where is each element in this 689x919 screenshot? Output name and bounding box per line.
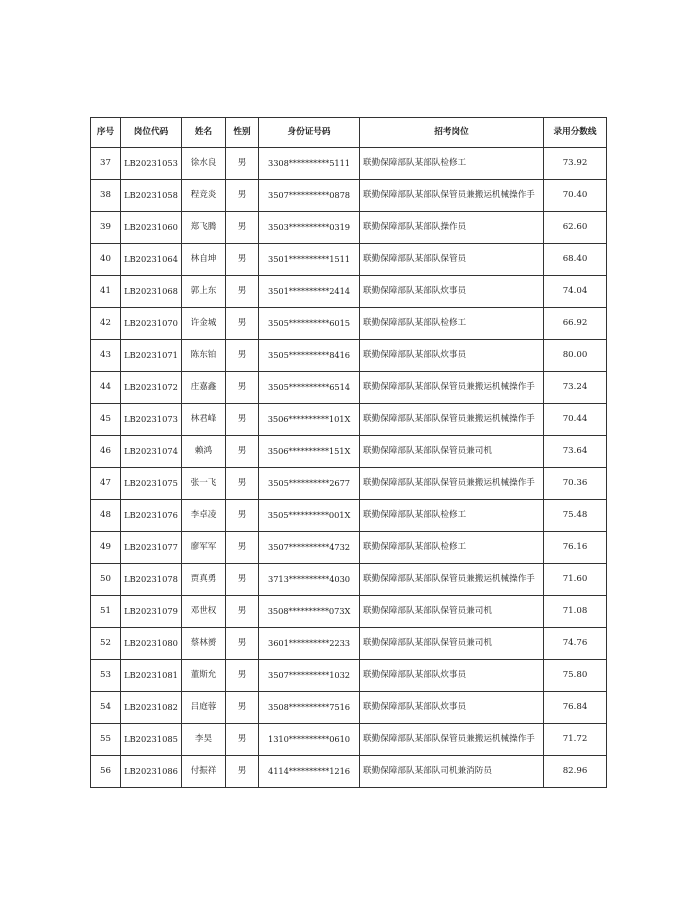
header-score: 录用分数线 (544, 118, 607, 148)
cell-post: 联勤保障部队某部队炊事员 (360, 340, 544, 372)
cell-post: 联勤保障部队某部队保管员兼司机 (360, 596, 544, 628)
cell-seq: 41 (91, 276, 121, 308)
cell-gender: 男 (226, 372, 259, 404)
cell-score: 73.64 (544, 436, 607, 468)
cell-score: 82.96 (544, 756, 607, 788)
header-row (91, 118, 607, 148)
cell-gender: 男 (226, 468, 259, 500)
cell-id: 3505**********6015 (259, 308, 360, 340)
roster-table (90, 117, 607, 788)
cell-code: LB20231076 (121, 500, 182, 532)
table-row (91, 372, 607, 404)
cell-gender: 男 (226, 404, 259, 436)
cell-gender: 男 (226, 724, 259, 756)
cell-gender: 男 (226, 596, 259, 628)
cell-name: 廖军军 (182, 532, 226, 564)
cell-gender: 男 (226, 692, 259, 724)
cell-gender: 男 (226, 756, 259, 788)
table-row (91, 468, 607, 500)
table-row (91, 276, 607, 308)
cell-id: 3507**********0878 (259, 180, 360, 212)
cell-id: 3505**********8416 (259, 340, 360, 372)
cell-name: 邓世权 (182, 596, 226, 628)
cell-score: 62.60 (544, 212, 607, 244)
table-row (91, 404, 607, 436)
cell-name: 赖鸿 (182, 436, 226, 468)
cell-id: 3713**********4030 (259, 564, 360, 596)
cell-name: 李昊 (182, 724, 226, 756)
cell-seq: 47 (91, 468, 121, 500)
cell-name: 董斯允 (182, 660, 226, 692)
cell-name: 蔡林赟 (182, 628, 226, 660)
cell-post: 联勤保障部队某部队保管员兼搬运机械操作手 (360, 180, 544, 212)
cell-post: 联勤保障部队某部队检修工 (360, 308, 544, 340)
cell-post: 联勤保障部队某部队检修工 (360, 532, 544, 564)
cell-id: 3503**********0319 (259, 212, 360, 244)
cell-score: 70.36 (544, 468, 607, 500)
cell-post: 联勤保障部队某部队保管员兼司机 (360, 628, 544, 660)
cell-name: 林君峰 (182, 404, 226, 436)
cell-code: LB20231060 (121, 212, 182, 244)
cell-gender: 男 (226, 660, 259, 692)
cell-score: 71.72 (544, 724, 607, 756)
table-row (91, 596, 607, 628)
table-row (91, 212, 607, 244)
cell-seq: 46 (91, 436, 121, 468)
cell-score: 80.00 (544, 340, 607, 372)
cell-post: 联勤保障部队某部队检修工 (360, 500, 544, 532)
cell-post: 联勤保障部队某部队保管员兼搬运机械操作手 (360, 372, 544, 404)
cell-name: 郭上东 (182, 276, 226, 308)
cell-gender: 男 (226, 180, 259, 212)
cell-id: 3506**********151X (259, 436, 360, 468)
cell-seq: 51 (91, 596, 121, 628)
cell-seq: 53 (91, 660, 121, 692)
cell-code: LB20231071 (121, 340, 182, 372)
cell-gender: 男 (226, 276, 259, 308)
table-row (91, 756, 607, 788)
cell-code: LB20231075 (121, 468, 182, 500)
cell-seq: 50 (91, 564, 121, 596)
cell-post: 联勤保障部队某部队检修工 (360, 148, 544, 180)
cell-id: 3501**********1511 (259, 244, 360, 276)
cell-id: 3308**********5111 (259, 148, 360, 180)
cell-seq: 38 (91, 180, 121, 212)
cell-name: 庄嘉鑫 (182, 372, 226, 404)
cell-post: 联勤保障部队某部队保管员兼搬运机械操作手 (360, 404, 544, 436)
cell-post: 联勤保障部队某部队保管员 (360, 244, 544, 276)
cell-score: 76.84 (544, 692, 607, 724)
cell-post: 联勤保障部队某部队操作员 (360, 212, 544, 244)
cell-id: 3505**********001X (259, 500, 360, 532)
cell-post: 联勤保障部队某部队保管员兼司机 (360, 436, 544, 468)
header-id: 身份证号码 (259, 118, 360, 148)
cell-seq: 52 (91, 628, 121, 660)
cell-seq: 54 (91, 692, 121, 724)
cell-id: 1310**********0610 (259, 724, 360, 756)
cell-id: 3508**********7516 (259, 692, 360, 724)
cell-code: LB20231053 (121, 148, 182, 180)
cell-code: LB20231086 (121, 756, 182, 788)
cell-code: LB20231077 (121, 532, 182, 564)
cell-name: 程竞炎 (182, 180, 226, 212)
cell-code: LB20231070 (121, 308, 182, 340)
cell-seq: 48 (91, 500, 121, 532)
cell-post: 联勤保障部队某部队司机兼消防员 (360, 756, 544, 788)
cell-gender: 男 (226, 244, 259, 276)
header-post: 招考岗位 (360, 118, 544, 148)
cell-code: LB20231072 (121, 372, 182, 404)
header-name: 姓名 (182, 118, 226, 148)
table-row (91, 564, 607, 596)
table-row (91, 628, 607, 660)
table-row (91, 244, 607, 276)
cell-gender: 男 (226, 212, 259, 244)
cell-seq: 56 (91, 756, 121, 788)
cell-name: 李卓凌 (182, 500, 226, 532)
cell-code: LB20231085 (121, 724, 182, 756)
cell-post: 联勤保障部队某部队保管员兼搬运机械操作手 (360, 564, 544, 596)
cell-post: 联勤保障部队某部队炊事员 (360, 276, 544, 308)
cell-post: 联勤保障部队某部队炊事员 (360, 692, 544, 724)
cell-id: 3505**********2677 (259, 468, 360, 500)
cell-score: 73.92 (544, 148, 607, 180)
cell-score: 75.80 (544, 660, 607, 692)
cell-id: 4114**********1216 (259, 756, 360, 788)
cell-seq: 44 (91, 372, 121, 404)
header-seq: 序号 (91, 118, 121, 148)
table-header (91, 118, 607, 148)
cell-score: 71.08 (544, 596, 607, 628)
cell-name: 陈东铂 (182, 340, 226, 372)
cell-score: 70.40 (544, 180, 607, 212)
cell-name: 许金城 (182, 308, 226, 340)
cell-id: 3501**********2414 (259, 276, 360, 308)
cell-gender: 男 (226, 436, 259, 468)
cell-code: LB20231078 (121, 564, 182, 596)
cell-score: 66.92 (544, 308, 607, 340)
table-row (91, 500, 607, 532)
cell-code: LB20231079 (121, 596, 182, 628)
cell-id: 3601**********2233 (259, 628, 360, 660)
table-row (91, 692, 607, 724)
cell-gender: 男 (226, 564, 259, 596)
cell-gender: 男 (226, 308, 259, 340)
cell-name: 郑飞腾 (182, 212, 226, 244)
cell-name: 徐水良 (182, 148, 226, 180)
cell-name: 张一飞 (182, 468, 226, 500)
table-body (91, 148, 607, 788)
cell-code: LB20231073 (121, 404, 182, 436)
table-row (91, 180, 607, 212)
cell-gender: 男 (226, 340, 259, 372)
cell-id: 3507**********1032 (259, 660, 360, 692)
cell-score: 74.76 (544, 628, 607, 660)
cell-seq: 45 (91, 404, 121, 436)
cell-name: 付振祥 (182, 756, 226, 788)
table-row (91, 340, 607, 372)
cell-score: 73.24 (544, 372, 607, 404)
cell-post: 联勤保障部队某部队保管员兼搬运机械操作手 (360, 468, 544, 500)
cell-score: 76.16 (544, 532, 607, 564)
table-row (91, 660, 607, 692)
cell-code: LB20231068 (121, 276, 182, 308)
cell-code: LB20231081 (121, 660, 182, 692)
cell-score: 71.60 (544, 564, 607, 596)
table-row (91, 532, 607, 564)
cell-score: 74.04 (544, 276, 607, 308)
cell-seq: 42 (91, 308, 121, 340)
cell-id: 3505**********6514 (259, 372, 360, 404)
cell-id: 3506**********101X (259, 404, 360, 436)
cell-gender: 男 (226, 148, 259, 180)
cell-score: 75.48 (544, 500, 607, 532)
cell-seq: 40 (91, 244, 121, 276)
cell-post: 联勤保障部队某部队保管员兼搬运机械操作手 (360, 724, 544, 756)
cell-gender: 男 (226, 532, 259, 564)
cell-score: 70.44 (544, 404, 607, 436)
table-row (91, 148, 607, 180)
cell-id: 3507**********4732 (259, 532, 360, 564)
cell-score: 68.40 (544, 244, 607, 276)
cell-seq: 49 (91, 532, 121, 564)
header-code: 岗位代码 (121, 118, 182, 148)
cell-code: LB20231058 (121, 180, 182, 212)
cell-name: 吕庭蓉 (182, 692, 226, 724)
cell-seq: 37 (91, 148, 121, 180)
cell-name: 林自坤 (182, 244, 226, 276)
cell-code: LB20231082 (121, 692, 182, 724)
cell-code: LB20231080 (121, 628, 182, 660)
cell-post: 联勤保障部队某部队炊事员 (360, 660, 544, 692)
cell-name: 贾真勇 (182, 564, 226, 596)
table-row (91, 436, 607, 468)
header-gender: 性别 (226, 118, 259, 148)
cell-seq: 55 (91, 724, 121, 756)
cell-code: LB20231064 (121, 244, 182, 276)
table-row (91, 308, 607, 340)
table-row (91, 724, 607, 756)
cell-seq: 39 (91, 212, 121, 244)
cell-code: LB20231074 (121, 436, 182, 468)
cell-id: 3508**********073X (259, 596, 360, 628)
cell-gender: 男 (226, 500, 259, 532)
cell-gender: 男 (226, 628, 259, 660)
cell-seq: 43 (91, 340, 121, 372)
